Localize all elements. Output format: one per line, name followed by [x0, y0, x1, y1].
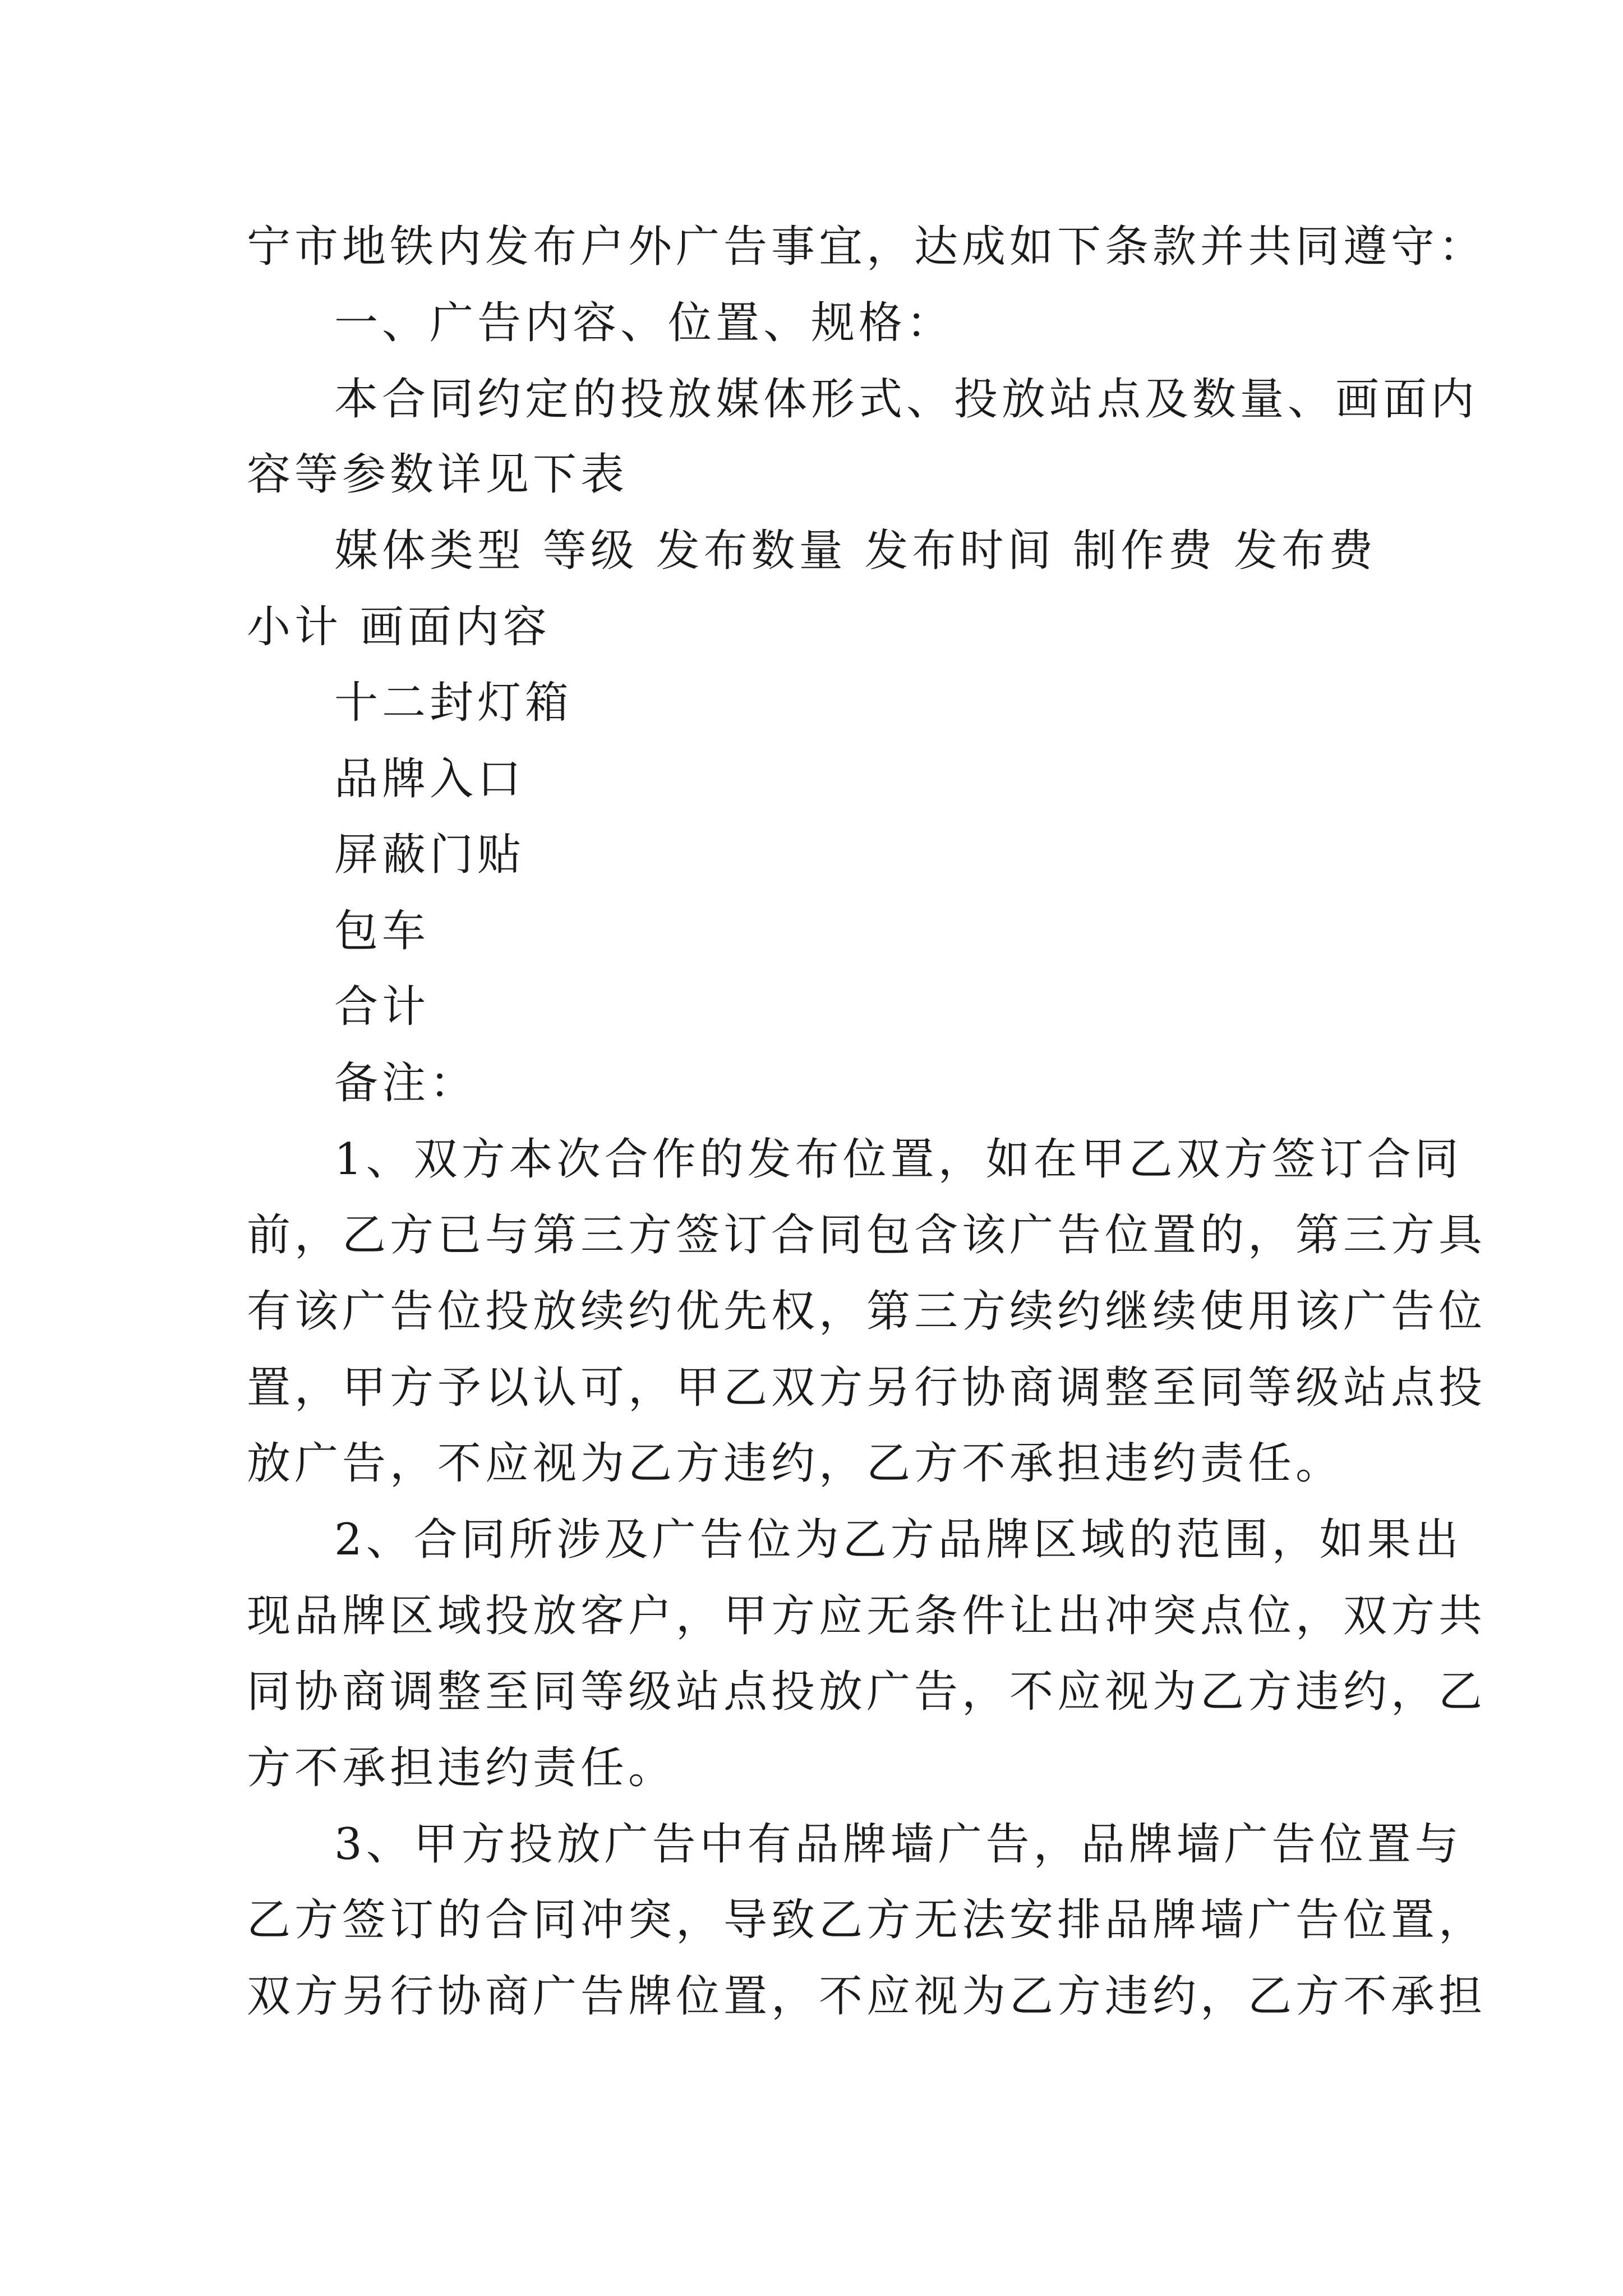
- table-row-label: 合计: [334, 982, 430, 1032]
- text-line: 双方另行协商广告牌位置，不应视为乙方违约，乙方不承担: [247, 1971, 1487, 2022]
- text-line: 放广告，不应视为乙方违约，乙方不承担违约责任。: [247, 1438, 1344, 1489]
- text-line: 乙方签订的合同冲突，导致乙方无法安排品牌墙广告位置，: [247, 1895, 1487, 1945]
- table-header-line: 媒体类型 等级 发布数量 发布时间 制作费 发布费: [334, 526, 1377, 576]
- notes-heading: 备注：: [334, 1058, 478, 1108]
- text-line: 有该广告位投放续约优先权，第三方续约继续使用该广告位: [247, 1286, 1487, 1337]
- text-line: 同协商调整至同等级站点投放广告，不应视为乙方违约，乙: [247, 1667, 1487, 1717]
- table-row-label: 屏蔽门贴: [334, 830, 525, 880]
- text-line: 现品牌区域投放客户，甲方应无条件让出冲突点位，双方共: [247, 1591, 1487, 1641]
- text-line: 置，甲方予以认可，甲乙双方另行协商调整至同等级站点投: [247, 1363, 1487, 1413]
- table-row-label: 十二封灯箱: [334, 678, 573, 728]
- text-line: 2、合同所涉及广告位为乙方品牌区域的范围，如果出: [334, 1515, 1463, 1565]
- text-line: 宁市地铁内发布户外广告事宜，达成如下条款并共同遵守：: [247, 222, 1487, 272]
- table-header-line: 小计 画面内容: [247, 602, 551, 652]
- text-line: 3、甲方投放广告中有品牌墙广告，品牌墙广告位置与: [334, 1819, 1463, 1870]
- section-heading: 一、广告内容、位置、规格：: [334, 298, 955, 348]
- text-line: 方不承担违约责任。: [247, 1743, 676, 1793]
- table-row-label: 包车: [334, 906, 430, 956]
- text-line: 1、双方本次合作的发布位置，如在甲乙双方签订合同: [334, 1134, 1463, 1185]
- text-line: 容等参数详见下表: [247, 449, 629, 500]
- text-line: 前，乙方已与第三方签订合同包含该广告位置的，第三方具: [247, 1210, 1487, 1260]
- table-row-label: 品牌入口: [334, 754, 525, 804]
- text-line: 本合同约定的投放媒体形式、投放站点及数量、画面内: [334, 374, 1479, 425]
